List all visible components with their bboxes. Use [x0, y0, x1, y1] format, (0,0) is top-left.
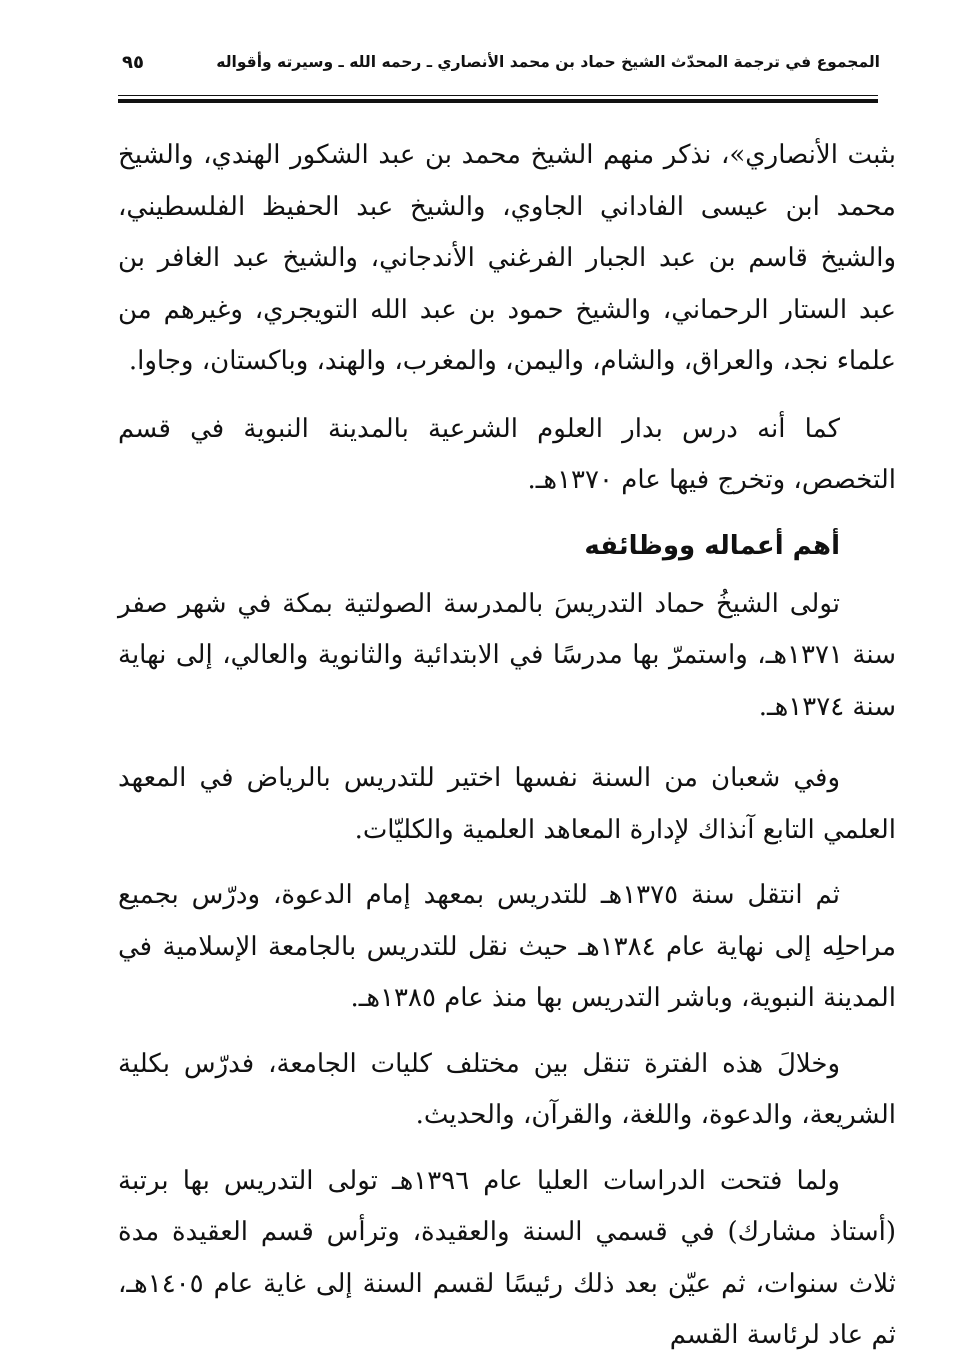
paragraph-imam-dawah: ثم انتقل سنة ١٣٧٥هـ للتدريس بمعهد إمام الدعوة، ودرّس بجميع مراحلِه إلى نهاية عام ١٣٨٤هـ حيث نقل للتدريس بالجامعة الإسلامية في المدينة النبوية، وباشر التدريس بها منذ عام ١٣٨٥هـ.	[118, 880, 897, 1013]
paragraph-colleges: وخلالَ هذه الفترة تنقل بين مختلف كليات الجامعة، فدرّس بكلية الشريعة، والدعوة، واللغة، والقرآن، والحديث.	[118, 1048, 896, 1130]
page-number: ٩٥	[122, 51, 144, 73]
page-body	[118, 130, 896, 1362]
paragraph-saulatiyya: تولى الشيخُ حماد التدريسَ بالمدرسة الصولتية بمكة في شهر صفر سنة ١٣٧١هـ، واستمرّ بها مدرسًا في الابتدائية والثانوية والعالي، إلى نهاية سنة ١٣٧٤هـ.	[118, 588, 896, 722]
paragraph-teachers-list: بثبت الأنصاري»، نذكر منهم الشيخ محمد بن عبد الشكور الهندي، والشيخ محمد ابن عيسى الفاداني الجاوي، والشيخ عبد الحفيظ الفلسطيني، والشيخ قاسم بن عبد الجبار الفرغني الأندجاني، والشيخ عبد الغافر بن عبد الستار الرحماني، والشيخ حمود بن عبد الله التويجري، وغيرهم من علماء نجد، والعراق، والشام، واليمن، والمغرب، والهند، وباكستان، وجاوا.	[118, 140, 896, 376]
paragraph-studies: كما أنه درس بدار العلوم الشرعية بالمدينة النبوية في قسم التخصص، وتخرج فيها عام ١٣٧٠هـ.	[118, 413, 896, 495]
header-rule-thick	[118, 99, 878, 103]
section-heading: أهم أعماله ووظائفه	[584, 530, 840, 561]
header-rule-thin	[118, 95, 878, 96]
running-header	[118, 44, 880, 80]
paragraph-riyadh: وفي شعبان من السنة نفسها اختير للتدريس بالرياض في المعهد العلمي التابع آنذاك لإدارة المعاهد العلمية والكليّات.	[118, 763, 896, 845]
paragraph-graduate-studies: ولما فتحت الدراسات العليا عام ١٣٩٦هـ تولى التدريس بها برتبة (أستاذ مشارك) في قسمي السنة والعقيدة، وترأس قسم العقيدة مدة ثلاث سنوات، ثم عيّن بعد ذلك رئيسًا لقسم السنة إلى غاية عام ١٤٠٥هـ، ثم عاد لرئاسة القسم	[118, 1165, 896, 1350]
running-header-title: المجموع في ترجمة المحدّث الشيخ حماد بن محمد الأنصاري ـ رحمه الله ـ وسيرته وأقواله	[216, 53, 880, 71]
